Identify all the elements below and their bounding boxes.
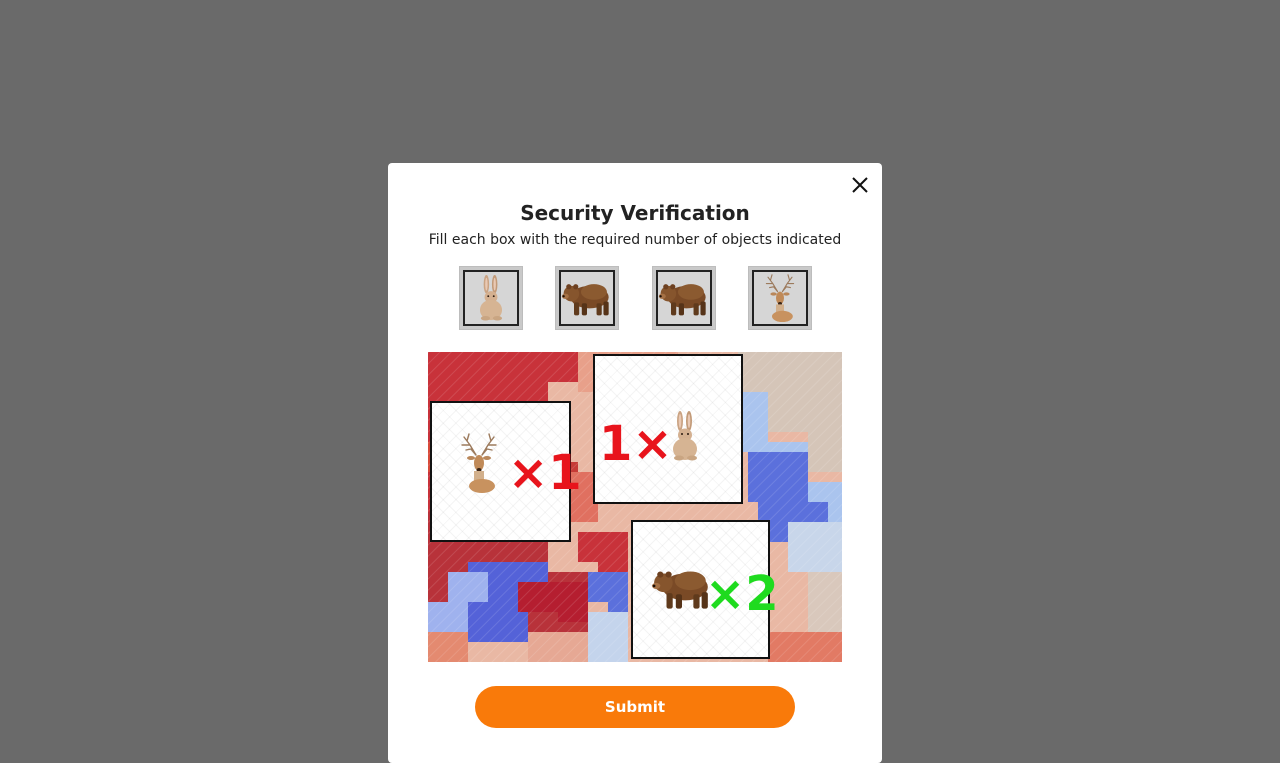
dialog-title: Security Verification [520,201,750,225]
drop-box-bear[interactable] [631,520,779,659]
bear-icon [658,278,710,318]
drop-box-deer[interactable] [430,401,582,542]
required-count-label: ×2 [705,566,779,622]
rabbit-icon [472,275,510,321]
deer-icon [454,433,504,493]
tray-item-rabbit[interactable] [459,266,523,330]
required-count-label: 1× [599,416,673,472]
close-icon [852,177,868,193]
drop-box-rabbit[interactable] [593,354,743,504]
dialog-instruction: Fill each box with the required number of objects indicated [428,232,842,248]
puzzle-board [428,352,842,662]
rabbit-icon [665,406,705,466]
deer-icon [760,273,800,323]
bear-icon [561,278,613,318]
tray-item-bear[interactable] [555,266,619,330]
close-button[interactable] [850,175,870,195]
verification-dialog [388,163,882,763]
object-tray [459,266,812,330]
bear-icon [651,562,713,614]
submit-button[interactable]: Submit [475,686,795,728]
required-count-label: ×1 [508,445,582,501]
tray-item-bear[interactable] [652,266,716,330]
tray-item-deer[interactable] [748,266,812,330]
